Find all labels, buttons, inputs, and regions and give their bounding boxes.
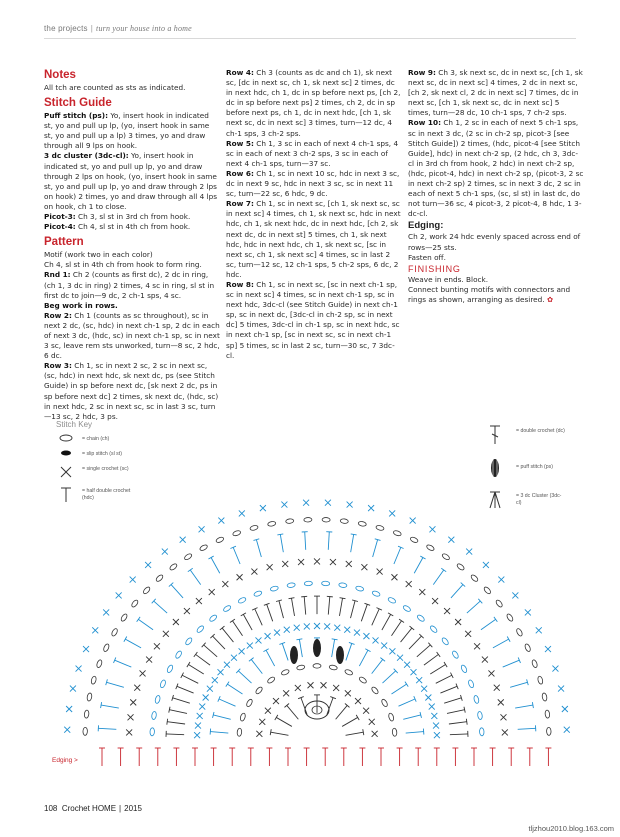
header-divider (44, 38, 576, 39)
finishing-heading: FINISHING (408, 263, 461, 274)
stitch-guide-heading: Stitch Guide (44, 97, 112, 110)
pattern-intro-2: Ch 4, sl st in 4th ch from hook to form ring. (44, 260, 202, 270)
text-column-1 (44, 68, 220, 422)
edging-label: Edging > (52, 757, 78, 764)
magazine-name: Crochet HOME (61, 804, 117, 813)
key-cluster: = 3 dc Cluster (3dc-cl) (516, 493, 562, 506)
end-mark-icon: ✿ (546, 294, 554, 304)
slip-stitch-icon (61, 451, 71, 456)
section-label: the projects (44, 24, 88, 33)
round-1: Rnd 1: Ch 2 (counts as first dc), 2 dc in ring, (ch 1, 3 dc in ring) 2 times, 4 sc in ring, sl st in first dc to join—9 dc, 2 ch-1 sps, 4 sc. (44, 270, 215, 300)
key-half-double: = half double crochet (hdc) (82, 488, 131, 501)
key-slip-stitch: = slip stitch (sl st) (82, 451, 122, 457)
stitch-guide-item: Puff stitch (ps): Yo, insert hook in indicated st, yo and pull up lp, (yo, insert hook in same st, yo and pull up a lp) 3 times, yo and draw through all 9 lps on hook. (44, 111, 210, 151)
stitch-key-title: Stitch Key (56, 420, 93, 429)
notes-heading: Notes (44, 69, 76, 81)
cluster-icon (490, 492, 500, 508)
key-single-crochet: = single crochet (sc) (82, 466, 129, 472)
pattern-intro: Motif (work two in each color) (44, 250, 153, 260)
key-chain: = chain (ch) (82, 436, 110, 442)
page-header: the projects | turn your house into a home (44, 24, 192, 33)
finishing-text-2: Connect bunting motifs with connectors and rings as shown, arranging as desired. ✿ (408, 284, 571, 304)
fasten-off: Fasten off. (408, 252, 446, 262)
row-2: Row 2: Ch 1 (counts as sc throughout), sc in next 2 dc, (sc, hdc) in next ch-1 sp, 2 dc in each of next 3 dc, (hdc, sc) in next ch-1 sp, sc in next 3 sc, leave rem sts unworked, turn—8 sc, 2 hdc, 6 dc. (44, 310, 220, 361)
issue-year: 2015 (124, 804, 142, 813)
pattern-heading: Pattern (44, 236, 84, 249)
crochet-chart (44, 410, 576, 795)
row-10: Row 10: Ch 1, 2 sc in each of next 5 ch-1 sps, sc in next 3 dc, (2 sc in ch-2 sp, picot-3 [see Stitch Guide]) 2 times, (hdc, picot-4 [see Stitch Guide], hdc) in next ch-2 sp, (2 hdc, ch 3, 3dc-cl in 3rd ch from hook, 2 hdc) in next ch-2 sp, (hdc, picot-4, hdc) in next ch-2 sp, (picot-3, 2 sc in next ch-2 sp) 2 times, sc in next 3 dc, 2 sc in each of next 5 ch-1 sps, (sc, sl st) in last dc, do not turn—36 sc, 4 picot-3, 2 picot-4, 8 hdc, 1 3-dc-cl. (408, 118, 584, 219)
key-double-crochet: = double crochet (dc) (516, 428, 565, 434)
page-number: 108 (44, 804, 58, 813)
row-4: Row 4: Ch 3 (counts as dc and ch 1), sk next sc, [dc in next sc, ch 1, sk next sc] 2 times, dc in next hdc, ch 1, dc in sp before next ps, [ch 2, dc in sp before next ps] 2 times, ch 2, dc in sp before next ps, ch 1, dc in next hdc, [ch 1, sk next sc, dc in next sc] 3 times, turn—12 dc, 4 ch-1 sps, 3 ch-2 sps. (226, 68, 401, 138)
edging-row (99, 748, 551, 766)
page-footer: 108 Crochet HOME | 2015 (44, 804, 142, 813)
chain-icon (60, 435, 72, 441)
beg-rows-note: Beg work in rows. (44, 300, 118, 310)
finishing-text-1: Weave in ends. Block. (408, 274, 489, 284)
puff-stitch-icon (491, 459, 499, 477)
half-double-crochet-icon (61, 488, 71, 502)
section-tagline: turn your house into a home (96, 24, 192, 33)
single-crochet-icon (61, 467, 71, 477)
row-5: Row 5: Ch 1, 3 sc in each of next 4 ch-1 sps, 4 sc in each of next 3 ch-2 sps, 3 sc in each of next 4 ch-1 sps, turn—37 sc. (226, 138, 399, 168)
notes-text: All tch are counted as sts as indicated. (44, 83, 186, 92)
row-3: Row 3: Ch 1, sc in next 2 sc, 2 sc in next sc, (sc, hdc) in next hdc, sk next dc, ps (see Stitch Guide) in sp before next dc, [sk next 2 dc, ps in sp before next dc] 2 times, sk next dc, (hdc, sc) in next hdc, 2 sc in next sc, sc in last 3 sc, turn—13 sc, 2 hdc, 3 ps. (44, 361, 219, 421)
edging-heading: Edging: (408, 220, 444, 232)
edging-text: Ch 2, work 24 hdc evenly spaced across end of rows—25 sts. (408, 232, 581, 252)
double-crochet-icon (490, 426, 500, 444)
row-8: Row 8: Ch 1, sc in next sc, [sc in next ch-1 sp, sc in next sc] 4 times, sc in next ch-1 sp, sc in next hdc, 3dc-cl (see Stitch Guide) in next ch-1 sp, sc in next dc, [3dc-cl in ch-2 sp, sc in next dc] 5 times, 3dc-cl in ch-1 sp, sc in next hdc, sc in next ch-1 sp, [sc in next sc, sc in next ch-1 sp] 5 times, sc in last 2 sc, turn—30 sc, 7 3dc-cl. (226, 279, 400, 360)
text-column-3 (408, 68, 584, 305)
row-6: Row 6: Ch 1, sc in next 10 sc, hdc in next 3 sc, dc in next 9 sc, hdc in next 3 sc, sc in next 11 sc, turn—22 sc, 6 hdc, 9 dc. (226, 168, 400, 199)
stitch-guide-item: Picot-4: Ch 4, sl st in 4th ch from hook. (44, 222, 191, 232)
row-7: Row 7: Ch 1, sc in next sc, [ch 1, sk next sc, sc in next sc] 4 times, ch 1, sk next sc, hdc in next hdc, ch 1, sk next hdc, dc in next hdc, [ch 2, sk next dc, dc in next st] 5 times, ch 1, sk next hdc, hdc in next hdc, ch 1, sk next sc, [sc in next sc, ch 1, sk next sc] 4 times, sc in last 2 sc, turn—12 sc, 12 ch-1 sps, 5 ch-2 sps, 6 dc, 2 hdc. (226, 199, 401, 279)
key-puff-stitch: = puff stitch (ps) (516, 464, 553, 470)
watermark-credit: tljzhou2010.blog.163.com (528, 824, 614, 833)
row-9: Row 9: Ch 3, sk next sc, dc in next sc, [ch 1, sk next sc, dc in next sc] 4 times, 2 dc in next sc, [ch 2, sk next cl, 2 dc in next sc] 7 times, dc in next sc, [ch 1, sk next sc, dc in next sc] 5 times, turn—28 dc, 10 ch-1 sps, 7 ch-2 sps. (408, 68, 583, 118)
stitch-guide-item: 3 dc cluster (3dc-cl): Yo, insert hook in indicated st, yo and pull up lp, yo and draw through 2 lps on hook, (yo, insert hook in same st, yo and pull up lp, yo and draw through 2 lps on hook) 2 times, yo and draw through all 4 lps on hook, ch 1 to close. (44, 151, 218, 211)
chart-rows (64, 500, 570, 738)
stitch-guide-item: Picot-3: Ch 3, sl st in 3rd ch from hook. (44, 212, 191, 222)
text-column-2 (226, 68, 402, 361)
